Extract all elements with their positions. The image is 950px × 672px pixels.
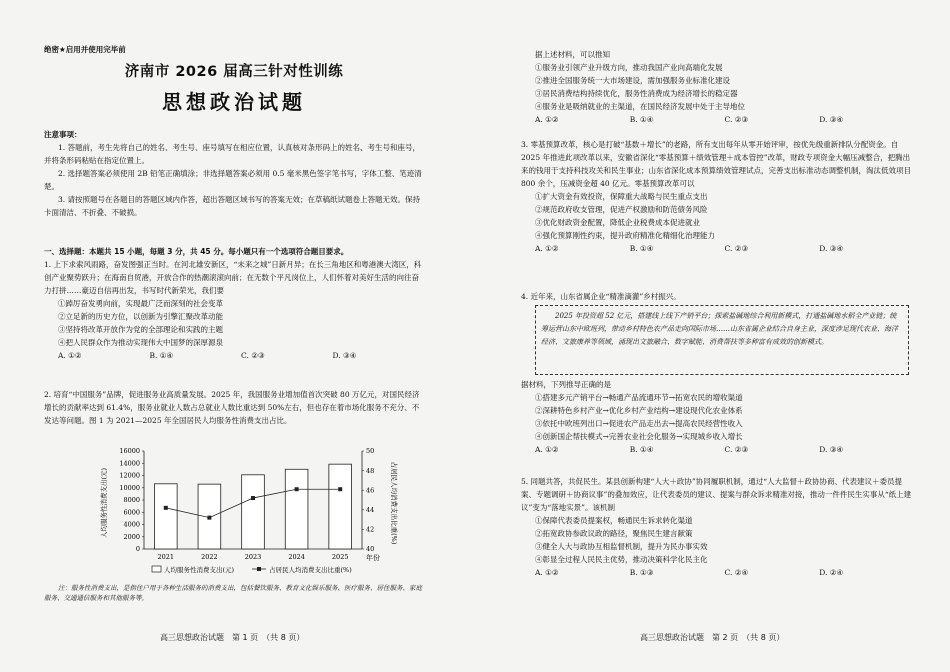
y-axis-label-right: 占居民人均消费支出比重(%) — [390, 461, 398, 545]
q1-option-d[interactable]: D. ③④ — [332, 351, 357, 360]
legend-bar-label: 人均服务性消费支出(元) — [164, 566, 235, 574]
q3-item: ②规范政府收支管理，促进产权激励和防范债务风险 — [535, 205, 708, 214]
x-unit-label: 年份 — [366, 554, 380, 562]
section1-heading: 一、选择题：本题共 15 小题，每题 3 分，共 45 分。每小题只有一个选项符合题目要求。 — [44, 247, 349, 256]
notes-block — [44, 128, 424, 219]
q5-item: ②拓宽政协参政议政的路径，聚焦民生建言献策 — [535, 529, 693, 538]
q1-item: ③坚持将改革开放作为党的全部理论和实践的主题 — [58, 325, 223, 334]
q4-item: ③依托中欧班列出口→促进农产品走出去→提高农民经营性收入 — [535, 419, 743, 428]
q2-stem: 2. 培育“中国服务”品牌，促进服务业高质量发展。2025 年，我国服务业增加值首次突破 80 万亿元，对国民经济增长的贡献率达到 61.4%，服务业就业人数占总就业人数比重达到 50%左右，但也存在着市场化服务不充分、不发达等问题。图 1 为 2021—2025 年全国居民人均服务性消费支出占比。 — [44, 390, 420, 425]
secret-label: 绝密★启用并使用完毕前 — [44, 45, 126, 54]
y-tick-label: 6000 — [123, 508, 140, 517]
line-point — [295, 487, 299, 491]
line-point — [164, 506, 168, 510]
q2-option-a[interactable]: A. ①② — [535, 115, 559, 124]
note-item: 2. 选择题答案必须使用 2B 铅笔正确填涂；非选择题答案必须用 0.5 毫米黑色签字笔书写，字体工整、笔迹清楚。 — [44, 169, 422, 191]
q4-item: ②深耕特色乡村产业→优化乡村产业结构→建设现代化农业体系 — [535, 406, 743, 415]
note-item: 1. 答题前，考生先将自己的姓名、考生号、座号填写在相应位置，认真核对条形码上的姓名、考生号和座号，并将条形码粘贴在指定位置上。 — [44, 143, 421, 165]
notes-heading: 注意事项： — [44, 130, 82, 139]
q5-option-a[interactable]: A. ①② — [535, 568, 559, 577]
footer-page-1: 高三思想政治试题 第 1 页 （共 8 页） — [160, 633, 305, 642]
y-right-tick-label: 50 — [366, 447, 375, 456]
q4-material: 2025 年投资超 52 亿元，搭建线上线下产销平台；探索盐碱地综合利用新模式，打通盐碱地水稻全产业链；统筹运营山东中欧班列，带动乡村特色农产品走向国际市场……山东省属企业结合自身主业，深度涉足现代农业、海洋经济、文旅康养等领域，涌现出文旅融合、数字赋能、消费帮扶等多种富有成效的创新模式。 — [541, 312, 898, 346]
y-tick-label: 12000 — [119, 471, 140, 480]
q1-item: ④把人民群众作为推动实现伟大中国梦的深厚源泉 — [58, 338, 223, 347]
q5-stem: 5. 同题共答，共促民生。某县创新构建“人大＋政协”协同履职机制，通过“人大监督＋政协协商、代表建议＋委员提案、专题调研＋协商议事”的叠加效应，让代表委员的建议、提案与群众诉求精准对接，推动一件件民生实事从“纸上建议”变为“落地实景”。该机制 — [521, 477, 912, 512]
bar — [285, 469, 308, 549]
question-1 — [44, 258, 424, 362]
x-tick-label: 2025 — [331, 553, 349, 561]
chart-yticks-right — [362, 447, 374, 553]
chart-yticks-left — [119, 447, 144, 553]
legend-line-label: 占居民人均消费支出比重(%) — [269, 566, 352, 574]
q4-continued — [521, 378, 914, 456]
q1-option-b[interactable]: B. ①④ — [149, 351, 174, 360]
y-tick-label: 10000 — [119, 483, 140, 492]
legend-line-marker — [257, 567, 261, 571]
q4-item: ①搭建多元产销平台→畅通产品流通环节→拓宽农民的增收渠道 — [535, 393, 743, 402]
bar — [242, 475, 265, 549]
q1-option-c[interactable]: C. ②③ — [241, 351, 265, 360]
y-tick-label: 2000 — [123, 532, 140, 541]
q4-lead: 据材料，下列推导正确的是 — [521, 380, 611, 389]
bar — [329, 464, 352, 549]
q2-item: ③居民消费结构持续优化，服务性消费成为经济增长的稳定器 — [535, 89, 738, 98]
q3-option-b[interactable]: B. ①④ — [629, 244, 654, 253]
q2-note: 注：服务性消费支出，是指住户用于各种生活服务的消费支出，包括餐饮服务、教育文化娱乐服务、医疗服务、居住服务、家庭服务、交通通信服务和其他服务等。 — [44, 584, 422, 602]
q5-item: ④彰显全过程人民民主优势，推动决策科学化民主化 — [535, 555, 708, 564]
q4-options — [521, 443, 914, 456]
q4-option-c[interactable]: C. ②③ — [724, 445, 749, 454]
q4-stem: 4. 近年来，山东省属企业“精准滴灌”乡村振兴。 — [521, 292, 681, 301]
note-item: 3. 请按照题号在各题目的答题区域内作答，超出答题区域书写的答案无效；在草稿纸试题卷上答题无效。保持卡面清洁、不折叠、不破损。 — [44, 195, 421, 217]
y-right-tick-label: 48 — [366, 466, 375, 475]
left-column — [44, 0, 424, 672]
q4-item: ④创新国企帮扶模式→完善农业社会化服务→实现城乡收入增长 — [535, 432, 743, 441]
q2-option-c[interactable]: C. ②③ — [724, 115, 749, 124]
q3-item: ③优化财政资金配置，降低企业税费成本促进就业 — [535, 218, 700, 227]
q5-item: ③健全人大与政协互相监督机制，提升为民办事实效 — [535, 542, 708, 551]
q4-option-d[interactable]: D. ③④ — [819, 445, 844, 454]
service-consumption-chart — [44, 443, 424, 583]
y-tick-label: 4000 — [123, 520, 140, 529]
q2-item: ①服务业引领产业升级方向，推动我国产业向高端化发展 — [535, 63, 723, 72]
q2-option-b[interactable]: B. ①④ — [629, 115, 654, 124]
q1-option-a[interactable]: A. ①② — [58, 351, 82, 360]
legend-bar-swatch — [152, 566, 161, 572]
exam-subject: 思想政治试题 — [162, 90, 306, 114]
chart-xticks — [158, 553, 349, 561]
q2-item: ④服务业是吸纳就业的主渠道，在国民经济发展中处于主导地位 — [535, 102, 745, 111]
line-point — [207, 516, 211, 520]
q1-options — [44, 349, 424, 362]
y-tick-label: 0 — [135, 545, 140, 554]
right-column-lower — [521, 0, 914, 672]
x-tick-label: 2023 — [244, 553, 262, 561]
q5-option-d[interactable]: D. ②④ — [819, 568, 844, 577]
q5-item: ①保障代表委员提案权，畅通民生诉求转化渠道 — [535, 516, 693, 525]
q2-note-block — [44, 583, 424, 603]
question-2 — [44, 388, 424, 427]
y-right-tick-label: 44 — [366, 506, 375, 514]
q1-item: ①踔厉奋发勇向前，实现最广泛而深刻的社会变革 — [58, 299, 223, 308]
footer-page-2: 高三思想政治试题 第 2 页 （共 8 页） — [640, 633, 785, 642]
y-tick-label: 16000 — [119, 447, 140, 456]
q4-option-a[interactable]: A. ①② — [535, 445, 559, 454]
y-right-tick-label: 42 — [366, 525, 375, 534]
x-tick-label: 2022 — [201, 553, 218, 561]
q2-item: ②推进全国服务统一大市场建设，需加强服务业标准化建设 — [535, 76, 730, 85]
q1-item: ②立足新的历史方位，以创新为引擎汇聚改革动能 — [58, 312, 223, 321]
y-axis-label-left: 人均服务性消费支出(元) — [100, 467, 108, 539]
line-point — [338, 487, 342, 491]
exam-title: 济南市 2026 届高三针对性训练 — [124, 64, 344, 80]
q4-option-b[interactable]: B. ①④ — [629, 445, 654, 454]
chart-legend — [152, 565, 352, 574]
q5-option-b[interactable]: B. ①③ — [629, 568, 654, 577]
q2-lead: 据上述材料，可以推知 — [535, 50, 610, 59]
q3-option-a[interactable]: A. ①② — [535, 244, 559, 253]
q5-option-c[interactable]: C. ②④ — [724, 568, 749, 577]
q3-option-c[interactable]: C. ②③ — [724, 244, 749, 253]
bar — [154, 484, 177, 549]
y-tick-label: 14000 — [119, 459, 140, 468]
question-5 — [521, 475, 914, 579]
line-point — [251, 496, 255, 500]
q5-options — [521, 566, 914, 579]
q3-item: ④强化预算刚性约束，提升政府精准化精细化治理能力 — [535, 231, 715, 240]
chart-container — [44, 443, 424, 583]
chart-bars — [154, 464, 351, 549]
y-right-tick-label: 46 — [366, 486, 375, 495]
y-tick-label: 8000 — [123, 496, 140, 505]
x-tick-label: 2024 — [288, 553, 305, 561]
section-heading — [44, 245, 424, 258]
q3-option-d[interactable]: D. ③④ — [819, 244, 844, 253]
q1-stem: 1. 上下求索风雨路，奋发图强正当时。在河北雄安新区，“未来之城”日新月异；在长三角地区和粤港澳大湾区，科创产业聚势跃升；在海南自贸港，开放合作的热潮滚滚向前；在无数个平凡岗位上，人们怀着对美好生活的向往奋力打拼……豪迈自信再出发，书写时代新荣光，我们要 — [44, 260, 422, 295]
q2-option-d[interactable]: D. ③④ — [819, 115, 844, 124]
y-right-tick-label: 40 — [366, 545, 375, 554]
q3-item: ①扩大资金有效投资，保障重大战略与民生重点支出 — [535, 192, 708, 201]
q3-stem: 3. 零基预算改革，核心是打破“基数＋增长”的老路，所有支出每年从零开始评审，按优先级重新排队分配资金。自 2025 年推进此项改革以来，安徽省深化“零基预算＋绩效管理＋成本管控”改革，财政专项资金大幅压减整合，把腾出来的钱用于支持科技攻关和民生事业；山东省深化成本预算绩效管理试点，完善支出标准动态调整机制，淘汰低效项目 800 余个，压减资金超 40 亿元。零基预算改革可以 — [521, 140, 911, 188]
x-tick-label: 2021 — [157, 553, 175, 561]
